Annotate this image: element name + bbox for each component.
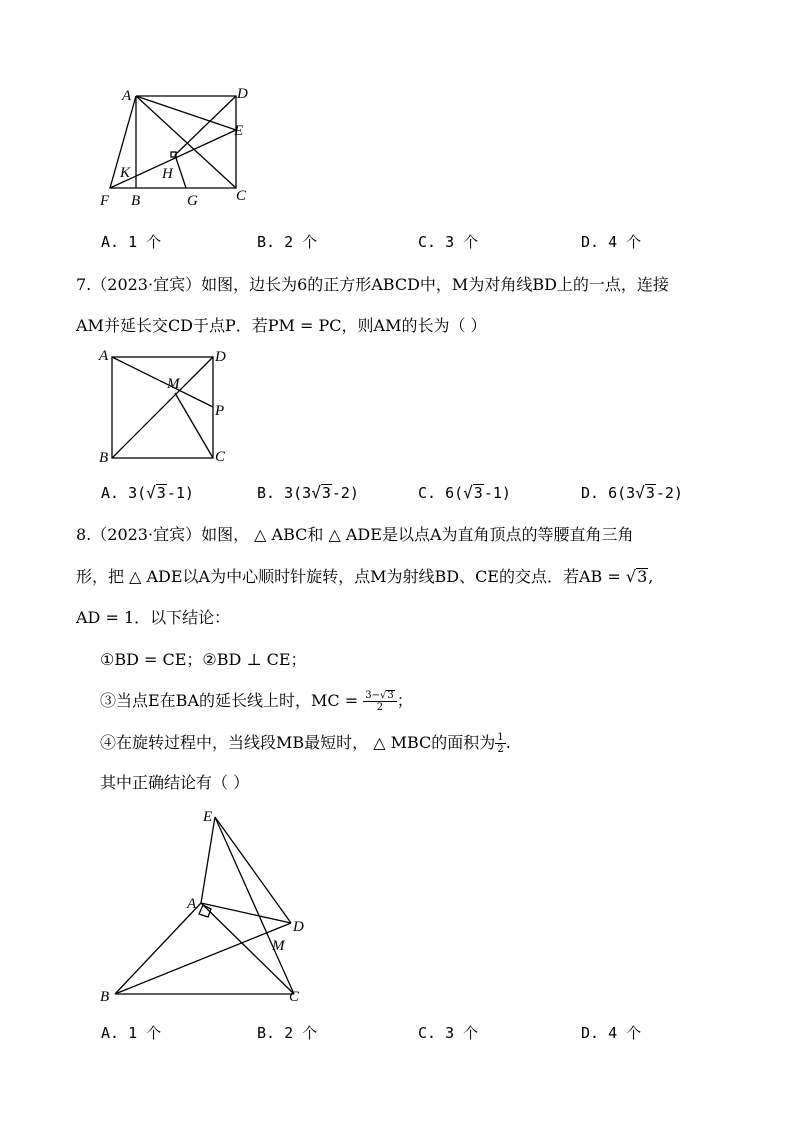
fig7-label-D: D: [215, 349, 226, 365]
fig8-label-A: A: [187, 896, 197, 912]
figure-q7: [92, 345, 242, 470]
figure-q6: [90, 80, 270, 210]
q8-stem-line1: 8.（2023·宜宾）如图， △ ABC和 △ ADE是以点A为直角顶点的等腰直角三角: [76, 525, 634, 544]
q8-option-b[interactable]: B. 2 个: [257, 1024, 318, 1042]
fig6-label-E: E: [234, 123, 244, 139]
fig7-label-C: C: [215, 449, 226, 465]
q8-c3-fraction: $\frac{3-√3}{2}$: [363, 690, 397, 713]
fig6-label-B: B: [131, 193, 141, 209]
q7-option-a[interactable]: A. 3(√3-1): [101, 483, 194, 502]
q8-option-d[interactable]: D. 4 个: [581, 1024, 642, 1042]
q7-option-d[interactable]: D. 6(3√3-2): [581, 483, 683, 502]
q8-question: 其中正确结论有（ ）: [100, 773, 250, 792]
fig6-label-D: D: [237, 86, 248, 102]
fig7-label-A: A: [99, 348, 109, 364]
q8-c4-fraction: $\frac{1}{2}$: [497, 732, 504, 755]
q8-stem-line2: 形，把 △ ADE以A为中心顺时针旋转，点M为射线BD、CE的交点．若AB = √3,: [76, 567, 654, 586]
q8-conclusion-4: ④在旋转过程中，当线段MB最短时， △ MBC的面积为 $\frac{1}{2}$ .: [100, 732, 511, 755]
q6-option-b[interactable]: B. 2 个: [257, 233, 318, 251]
q8-option-c[interactable]: C. 3 个: [418, 1024, 479, 1042]
fig6-label-A: A: [122, 88, 132, 104]
q7-option-b[interactable]: B. 3(3√3-2): [257, 483, 359, 502]
q8-conclusion-3: ③当点E在BA的延长线上时，MC = $\frac{3-√3}{2}$ ；: [100, 690, 413, 713]
fig8-label-C: C: [289, 989, 300, 1005]
q6-option-c[interactable]: C. 3 个: [418, 233, 479, 251]
fig6-label-H: H: [162, 166, 173, 182]
q7-stem-line1: 7.（2023·宜宾）如图，边长为6的正方形ABCD中，M为对角线BD上的一点，连接: [76, 275, 669, 294]
fig6-label-C: C: [236, 188, 247, 204]
q8-conclusion-1-2: ①BD = CE；②BD ⊥ CE；: [100, 650, 307, 669]
fig6-label-K: K: [120, 165, 131, 181]
fig7-label-P: P: [215, 403, 225, 419]
q6-option-d[interactable]: D. 4 个: [581, 233, 642, 251]
fig6-label-F: F: [100, 193, 110, 209]
fig8-label-B: B: [100, 989, 110, 1005]
fig6-label-G: G: [187, 193, 198, 209]
q8-option-a[interactable]: A. 1 个: [101, 1024, 162, 1042]
figure-q8: [90, 805, 320, 1010]
q7-stem-line2: AM并延长交CD于点P．若PM = PC，则AM的长为（ ）: [76, 316, 487, 335]
fig8-label-E: E: [203, 809, 213, 825]
fig7-label-M: M: [167, 376, 180, 392]
fig7-label-B: B: [99, 450, 109, 466]
fig8-label-D: D: [293, 919, 304, 935]
fig8-label-M: M: [272, 938, 285, 954]
q6-option-a[interactable]: A. 1 个: [101, 233, 162, 251]
q8-stem-line3: AD = 1．以下结论：: [76, 608, 231, 627]
q7-option-c[interactable]: C. 6(√3-1): [418, 483, 511, 502]
